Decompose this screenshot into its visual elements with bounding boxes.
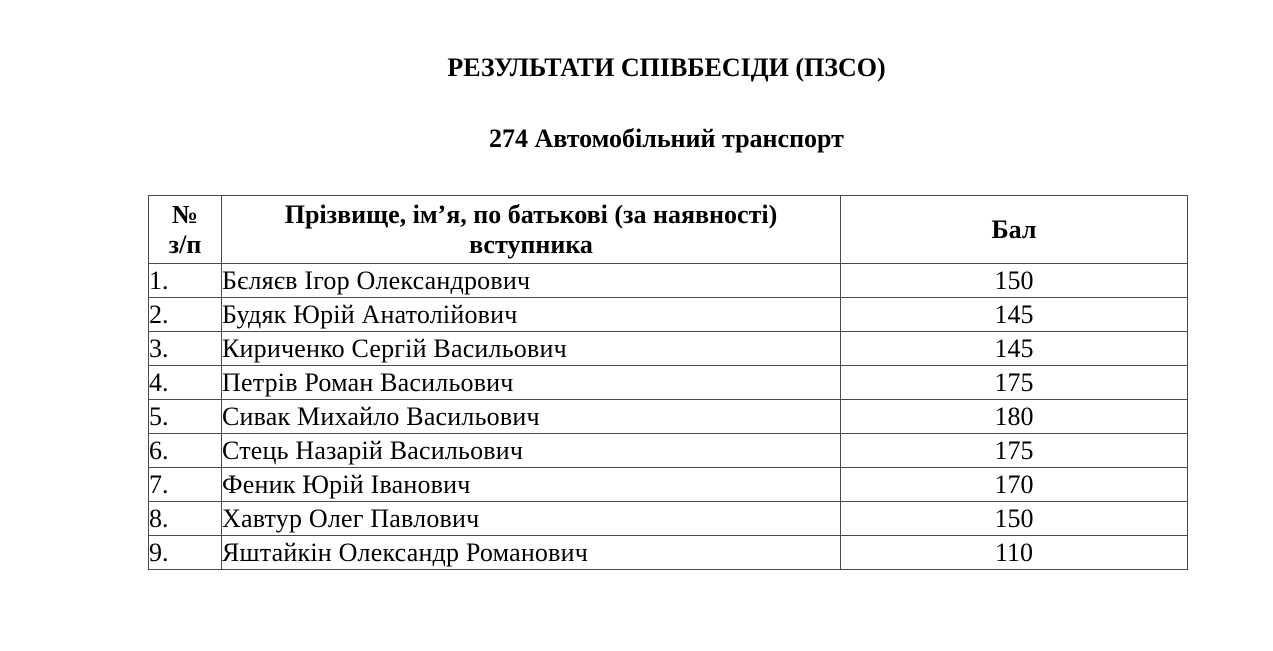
row-score: 110 — [841, 536, 1188, 570]
row-num: 4. — [149, 366, 222, 400]
table-row — [149, 332, 1188, 366]
row-score: 145 — [841, 298, 1188, 332]
document-subtitle: 274 Автомобільний транспорт — [489, 124, 844, 153]
row-num: 9. — [149, 536, 222, 570]
table-header-row — [149, 196, 1188, 264]
row-num: 1. — [149, 264, 222, 298]
row-name: Стець Назарій Васильович — [222, 434, 841, 468]
header-num: № з/п — [149, 196, 222, 264]
row-name: Кириченко Сергій Васильович — [222, 332, 841, 366]
results-table — [148, 195, 1188, 570]
row-score: 150 — [841, 264, 1188, 298]
row-name: Бєляєв Ігор Олександрович — [222, 264, 841, 298]
table-row — [149, 264, 1188, 298]
row-score: 170 — [841, 468, 1188, 502]
row-name: Сивак Михайло Васильович — [222, 400, 841, 434]
table-row — [149, 502, 1188, 536]
row-name: Яштайкін Олександр Романович — [222, 536, 841, 570]
table-row — [149, 400, 1188, 434]
row-num: 2. — [149, 298, 222, 332]
row-num: 5. — [149, 400, 222, 434]
row-name: Хавтур Олег Павлович — [222, 502, 841, 536]
row-score: 150 — [841, 502, 1188, 536]
table-row — [149, 366, 1188, 400]
table-row — [149, 298, 1188, 332]
row-num: 7. — [149, 468, 222, 502]
row-name: Будяк Юрій Анатолійович — [222, 298, 841, 332]
document-title: РЕЗУЛЬТАТИ СПІВБЕСІДИ (ПЗСО) — [447, 53, 886, 82]
row-name: Феник Юрій Іванович — [222, 468, 841, 502]
table-row — [149, 434, 1188, 468]
row-num: 6. — [149, 434, 222, 468]
row-score: 180 — [841, 400, 1188, 434]
table-row — [149, 536, 1188, 570]
row-score: 175 — [841, 434, 1188, 468]
row-score: 145 — [841, 332, 1188, 366]
row-name: Петрів Роман Васильович — [222, 366, 841, 400]
row-num: 3. — [149, 332, 222, 366]
header-score: Бал — [841, 196, 1188, 264]
table-row — [149, 468, 1188, 502]
row-num: 8. — [149, 502, 222, 536]
header-name: Прізвище, ім’я, по батькові (за наявності) вступника — [222, 196, 841, 264]
row-score: 175 — [841, 366, 1188, 400]
